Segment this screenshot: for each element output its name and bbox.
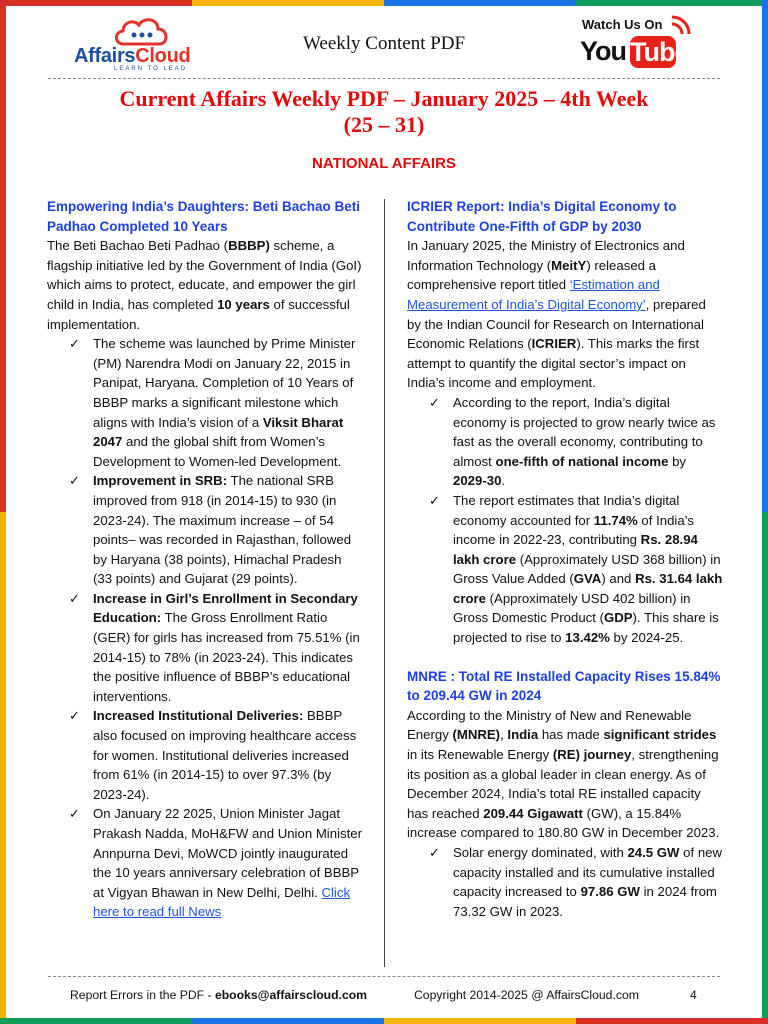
checkmark-icon: ✓: [69, 336, 80, 352]
right-column: [407, 197, 723, 921]
border-right: [762, 0, 768, 1024]
article-title-icrier: ICRIER Report: India’s Digital Economy to Contribute One-Fifth of GDP by 2030: [407, 199, 677, 234]
icrier-bullets: [407, 393, 723, 648]
checkmark-icon: ✓: [429, 492, 440, 508]
list-item: ✓ Increase in Girl’s Enrollment in Secondary Education: The Gross Enrollment Ratio (GER) for girls has increased from 75.51% (in 2014-15) to 78% (in 2023-24). This indicates the positive influence of BBBP’s educational interventions.: [69, 590, 360, 704]
doc-type-label: Weekly Content PDF: [303, 33, 466, 54]
footer-copyright: Copyright 2014-2025 @ AffairsCloud.com: [414, 988, 639, 1002]
border-bottom: [0, 1018, 768, 1024]
youtube-you-text: You: [580, 36, 626, 66]
list-item: ✓ According to the report, India’s digital economy is projected to grow nearly twice as fast as the overall economy, contributing to almost one-fifth of national income by 2029-30.: [429, 394, 716, 489]
checkmark-icon: ✓: [429, 394, 440, 410]
column-divider: [384, 199, 385, 967]
logo-wordmark: AffairsCloud: [74, 45, 191, 67]
affairscloud-logo[interactable]: [72, 16, 217, 72]
list-item: ✓ On January 22 2025, Union Minister Jagat Prakash Nadda, MoH&FW and Union Minister Annpurna Devi, MoWCD jointly inaugurated the 10 years anniversary celebration of BBBP at Vigyan Bhawan in New Delhi, Delhi. Click here to read full News: [69, 806, 362, 920]
checkmark-icon: ✓: [69, 473, 80, 489]
youtube-waves-icon: [668, 14, 696, 42]
article-title-bbbp: Empowering India’s Daughters: Beti Bachao Beti Padhao Completed 10 Years: [47, 199, 361, 234]
read-full-news-link[interactable]: Click here to read full News: [93, 884, 351, 920]
footer-report-errors: Report Errors in the PDF - ebooks@affairscloud.com: [70, 988, 368, 1002]
article-intro-icrier: In January 2025, the Ministry of Electronics and Information Technology (MeitY) released a comprehensive report titled ‘Estimation and Measurement of India’s Digital Economy’, prepared by the Indian Council for Research on International Economic Relations (ICRIER). This marks the first attempt to quantify the digital sector’s impact on India’s income and employment.: [407, 238, 706, 391]
checkmark-icon: ✓: [429, 845, 440, 860]
logo-tagline: LEARN TO LEAD: [114, 66, 188, 72]
footer-email[interactable]: ebooks@affairscloud.com: [214, 988, 368, 1002]
youtube-tube-text: Tube: [630, 37, 689, 67]
checkmark-icon: ✓: [69, 806, 80, 822]
checkmark-icon: ✓: [69, 708, 80, 724]
title-line-1: Current Affairs Weekly PDF – January 2025 – 4th Week: [119, 86, 649, 111]
youtube-watch-text: Watch Us On: [582, 17, 663, 32]
checkmark-icon: ✓: [69, 590, 80, 606]
list-item: ✓ Improvement in SRB: The national SRB improved from 918 (in 2014-15) to 930 (in 2023-24). The maximum increase – of 54 points– was recorded in Rajasthan, followed by Haryana (38 points), Himachal Pradesh (33 points) and Gujarat (29 points).: [69, 473, 352, 587]
footer-divider: [48, 976, 720, 977]
list-item: ✓ Increased Institutional Deliveries: BBBP also focused on improving healthcare access for women. Institutional deliveries increased from 61% (in 2014-15) to over 97.3% (by 2023-24).: [69, 708, 357, 802]
report-title-link[interactable]: ‘Estimation and Measurement of India’s Digital Economy’: [407, 277, 660, 312]
header-divider: [48, 78, 720, 79]
spacer: [407, 648, 723, 667]
youtube-badge[interactable]: [578, 14, 696, 72]
list-item: ✓ Solar energy dominated, with 24.5 GW of new capacity installed and its cumulative installed capacity increased to 97.86 GW in 2024 from 73.32 GW in 2023.: [429, 845, 723, 919]
mnre-bullets: [407, 843, 723, 921]
bbbp-bullets: [47, 334, 363, 922]
page-title: [40, 86, 728, 138]
list-item: ✓ The report estimates that India’s digital economy accounted for 11.74% of India’s income in 2022-23, contributing Rs. 28.94 lakh crore (Approximately USD 368 billion) in Gross Value Added (GVA) and Rs. 31.64 lakh crore (Approximately USD 402 billion) in Gross Domestic Product (GDP). This share is projected to rise to 13.42% by 2024-25.: [429, 492, 723, 646]
list-item: ✓ The scheme was launched by Prime Minister (PM) Narendra Modi on January 22, 2015 in Panipat, Haryana. Completion of 10 Years of BBBP marks a significant milestone which aligns with India’s vision of a Viksit Bharat 2047 and the global shift from Women’s Development to Women-led Development.: [69, 336, 356, 469]
page-number: 4: [690, 988, 697, 1002]
cloud-logo-icon: [112, 16, 172, 48]
article-intro-mnre: According to the Ministry of New and Renewable Energy (MNRE), India has made significant strides in its Renewable Energy (RE) journey, strengthening its position as a global leader in clean energy. As of December 2024, India’s total RE installed capacity has reached 209.44 Gigawatt (GW), a 15.84% increase compared to 180.80 GW in December 2023.: [407, 707, 720, 841]
section-heading: NATIONAL AFFAIRS: [312, 155, 456, 172]
article-title-mnre: MNRE : Total RE Installed Capacity Rises 15.84% to 209.44 GW in 2024: [407, 668, 721, 704]
left-column: [47, 197, 363, 922]
article-intro-bbbp: The Beti Bachao Beti Padhao (BBBP) scheme, a flagship initiative led by the Government of India (GoI) which aims to protect, educate, and empower the girl child in India, has completed 10 years of successful implementation.: [47, 238, 362, 332]
border-left: [0, 0, 6, 1024]
title-line-2: (25 – 31): [343, 112, 425, 137]
